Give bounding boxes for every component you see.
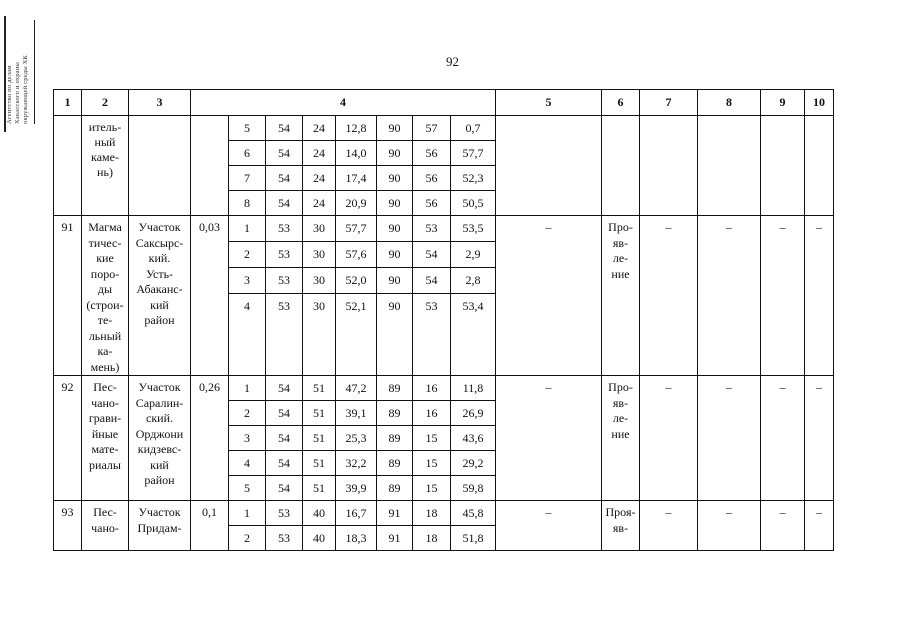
deposits-table: [53, 89, 834, 551]
col-7: [640, 216, 698, 376]
coord-lon-deg: 89: [377, 476, 413, 501]
col-8: [698, 216, 761, 376]
site-name: [129, 116, 191, 216]
point-number: 5: [229, 476, 266, 501]
coord-lon-min: 53: [413, 293, 451, 375]
reserves: [496, 376, 602, 501]
coord-lon-deg: 90: [377, 293, 413, 375]
col-9-value: –: [779, 220, 786, 234]
point-number: 8: [229, 191, 266, 216]
point-number: 1: [229, 216, 266, 242]
coord-lat-sec: 52,1: [336, 293, 377, 375]
coord-lon-min: 53: [413, 216, 451, 242]
coord-lat-deg: 54: [266, 476, 303, 501]
mineral-type: итель- ный каме- нь): [82, 116, 129, 216]
col-7: [640, 116, 698, 216]
site-name: Участок Саксырс- кий. Усть- Абаканс- кий район: [129, 216, 191, 376]
coord-lon-sec: 2,9: [451, 241, 496, 267]
coord-lon-deg: 89: [377, 426, 413, 451]
coord-lon-min: 15: [413, 476, 451, 501]
coord-lon-sec: 43,6: [451, 426, 496, 451]
stamp-line-2: Хакасского и охраны: [14, 62, 21, 124]
coord-lon-min: 15: [413, 426, 451, 451]
coord-lon-deg: 89: [377, 401, 413, 426]
coord-lat-min: 51: [303, 426, 336, 451]
col-8-value: –: [726, 380, 732, 394]
mineral-type: Пес- чано- грави- йные мате- риалы: [82, 376, 129, 501]
coord-lon-min: 18: [413, 501, 451, 526]
table-row: [54, 216, 834, 242]
table-row: [54, 116, 834, 141]
reserves-value: –: [545, 220, 552, 234]
col-7: [640, 501, 698, 551]
coord-lat-min: 30: [303, 216, 336, 242]
coord-lon-deg: 91: [377, 526, 413, 551]
coord-lat-min: 40: [303, 526, 336, 551]
coord-lat-deg: 53: [266, 241, 303, 267]
coord-lat-min: 24: [303, 191, 336, 216]
coord-lat-deg: 53: [266, 501, 303, 526]
coord-lon-sec: 51,8: [451, 526, 496, 551]
col-9-value: –: [779, 380, 786, 394]
coord-lat-sec: 20,9: [336, 191, 377, 216]
coord-lon-deg: 91: [377, 501, 413, 526]
table-row: [54, 501, 834, 526]
col-7: [640, 376, 698, 501]
coord-lat-min: 24: [303, 166, 336, 191]
coord-lat-sec: 32,2: [336, 451, 377, 476]
col-10: [805, 376, 834, 501]
coord-lon-deg: 90: [377, 141, 413, 166]
point-number: 3: [229, 267, 266, 293]
coord-lat-sec: 57,6: [336, 241, 377, 267]
coord-lon-min: 56: [413, 191, 451, 216]
header-cell: 10: [805, 90, 834, 116]
coord-lon-sec: 53,5: [451, 216, 496, 242]
point-number: 4: [229, 451, 266, 476]
coord-lon-min: 56: [413, 166, 451, 191]
coord-lon-deg: 90: [377, 216, 413, 242]
coord-lon-sec: 59,8: [451, 476, 496, 501]
header-cell: 5: [496, 90, 602, 116]
coord-lat-sec: 12,8: [336, 116, 377, 141]
coord-lat-min: 30: [303, 267, 336, 293]
coord-lat-deg: 54: [266, 141, 303, 166]
point-number: 7: [229, 166, 266, 191]
point-number: 6: [229, 141, 266, 166]
coord-lat-sec: 14,0: [336, 141, 377, 166]
col-8-value: –: [726, 220, 732, 234]
coord-lat-min: 51: [303, 376, 336, 401]
col-10: [805, 501, 834, 551]
coord-lon-deg: 90: [377, 116, 413, 141]
coord-lon-sec: 57,7: [451, 141, 496, 166]
coord-lon-min: 15: [413, 451, 451, 476]
coord-lat-sec: 16,7: [336, 501, 377, 526]
row-number: 91: [54, 216, 82, 376]
coord-lat-min: 40: [303, 501, 336, 526]
coord-lat-min: 30: [303, 293, 336, 375]
coord-lon-min: 18: [413, 526, 451, 551]
site-name: Участок Придам-: [129, 501, 191, 551]
coord-lat-deg: 54: [266, 451, 303, 476]
coord-lon-sec: 26,9: [451, 401, 496, 426]
coord-lat-deg: 53: [266, 293, 303, 375]
table-row: [54, 376, 834, 401]
mineral-type: Пес- чано-: [82, 501, 129, 551]
col-10-value: –: [816, 505, 822, 519]
coord-lon-min: 54: [413, 267, 451, 293]
col-7-value: –: [665, 380, 672, 394]
col-8: [698, 116, 761, 216]
coord-lat-min: 51: [303, 451, 336, 476]
point-number: 4: [229, 293, 266, 375]
coord-lat-sec: 17,4: [336, 166, 377, 191]
coord-lat-deg: 53: [266, 216, 303, 242]
coord-lon-deg: 90: [377, 191, 413, 216]
point-number: 2: [229, 526, 266, 551]
coord-lon-sec: 11,8: [451, 376, 496, 401]
col-7-value: –: [665, 505, 672, 519]
study-level: Проя- яв-: [602, 501, 640, 551]
header-cell: 1: [54, 90, 82, 116]
header-cell: 2: [82, 90, 129, 116]
col-7-value: –: [665, 220, 672, 234]
coord-lat-deg: 54: [266, 166, 303, 191]
coord-lat-sec: 39,1: [336, 401, 377, 426]
header-cell: 4: [191, 90, 496, 116]
col-9-value: –: [779, 505, 786, 519]
col-9: [761, 501, 805, 551]
header-cell: 9: [761, 90, 805, 116]
point-number: 1: [229, 376, 266, 401]
coord-lon-sec: 0,7: [451, 116, 496, 141]
col-10-value: –: [816, 380, 822, 394]
reserves-value: –: [545, 505, 552, 519]
row-number: 93: [54, 501, 82, 551]
coord-lon-min: 16: [413, 376, 451, 401]
coord-lon-deg: 89: [377, 376, 413, 401]
col-8-value: –: [726, 505, 732, 519]
coord-lat-min: 24: [303, 141, 336, 166]
stamp-line-1: Агентство по делам: [6, 65, 13, 124]
col-9: [761, 376, 805, 501]
point-number: 2: [229, 241, 266, 267]
coord-lat-deg: 54: [266, 116, 303, 141]
col-10: [805, 116, 834, 216]
coord-lon-min: 56: [413, 141, 451, 166]
reserves-value: –: [545, 380, 552, 394]
area: 0,03: [191, 216, 229, 376]
study-level: Про- яв- ле- ние: [602, 216, 640, 376]
coord-lon-deg: 89: [377, 451, 413, 476]
point-number: 5: [229, 116, 266, 141]
reserves: [496, 216, 602, 376]
coord-lat-deg: 53: [266, 526, 303, 551]
coord-lon-min: 57: [413, 116, 451, 141]
col-8: [698, 501, 761, 551]
header-cell: 7: [640, 90, 698, 116]
coord-lon-sec: 2,8: [451, 267, 496, 293]
site-name: Участок Саралин- ский. Орджони кидзевс- кий район: [129, 376, 191, 501]
page-number: 92: [446, 54, 459, 69]
coord-lat-sec: 39,9: [336, 476, 377, 501]
point-number: 1: [229, 501, 266, 526]
study-level: [602, 116, 640, 216]
coord-lat-deg: 54: [266, 376, 303, 401]
mineral-type: Магма тичес- кие поро- ды (строи- те- льный ка- мень): [82, 216, 129, 376]
col-8: [698, 376, 761, 501]
col-9: [761, 116, 805, 216]
coord-lat-sec: 57,7: [336, 216, 377, 242]
reserves: [496, 501, 602, 551]
header-row: [54, 90, 834, 116]
area: 0,26: [191, 376, 229, 501]
coord-lat-sec: 18,3: [336, 526, 377, 551]
coord-lat-sec: 25,3: [336, 426, 377, 451]
col-9: [761, 216, 805, 376]
coord-lon-deg: 90: [377, 241, 413, 267]
coord-lat-sec: 47,2: [336, 376, 377, 401]
area: [191, 116, 229, 216]
coord-lat-min: 24: [303, 116, 336, 141]
coord-lon-deg: 90: [377, 267, 413, 293]
col-10-value: –: [816, 220, 822, 234]
coord-lon-sec: 53,4: [451, 293, 496, 375]
coord-lat-deg: 53: [266, 267, 303, 293]
point-number: 3: [229, 426, 266, 451]
coord-lat-min: 30: [303, 241, 336, 267]
col-10: [805, 216, 834, 376]
stamp-line-3: окружающей среды ХК: [22, 54, 29, 124]
header-cell: 8: [698, 90, 761, 116]
coord-lon-sec: 45,8: [451, 501, 496, 526]
coord-lat-min: 51: [303, 401, 336, 426]
coord-lat-sec: 52,0: [336, 267, 377, 293]
reserves: [496, 116, 602, 216]
coord-lat-deg: 54: [266, 426, 303, 451]
coord-lat-deg: 54: [266, 401, 303, 426]
row-number: 92: [54, 376, 82, 501]
coord-lon-sec: 50,5: [451, 191, 496, 216]
coord-lat-min: 51: [303, 476, 336, 501]
header-cell: 3: [129, 90, 191, 116]
header-cell: 6: [602, 90, 640, 116]
study-level: Про- яв- ле- ние: [602, 376, 640, 501]
archive-stamp-text: [6, 55, 30, 124]
coord-lon-deg: 90: [377, 166, 413, 191]
coord-lon-min: 54: [413, 241, 451, 267]
coord-lon-min: 16: [413, 401, 451, 426]
coord-lon-sec: 29,2: [451, 451, 496, 476]
point-number: 2: [229, 401, 266, 426]
row-number: [54, 116, 82, 216]
coord-lon-sec: 52,3: [451, 166, 496, 191]
coord-lat-deg: 54: [266, 191, 303, 216]
area: 0,1: [191, 501, 229, 551]
